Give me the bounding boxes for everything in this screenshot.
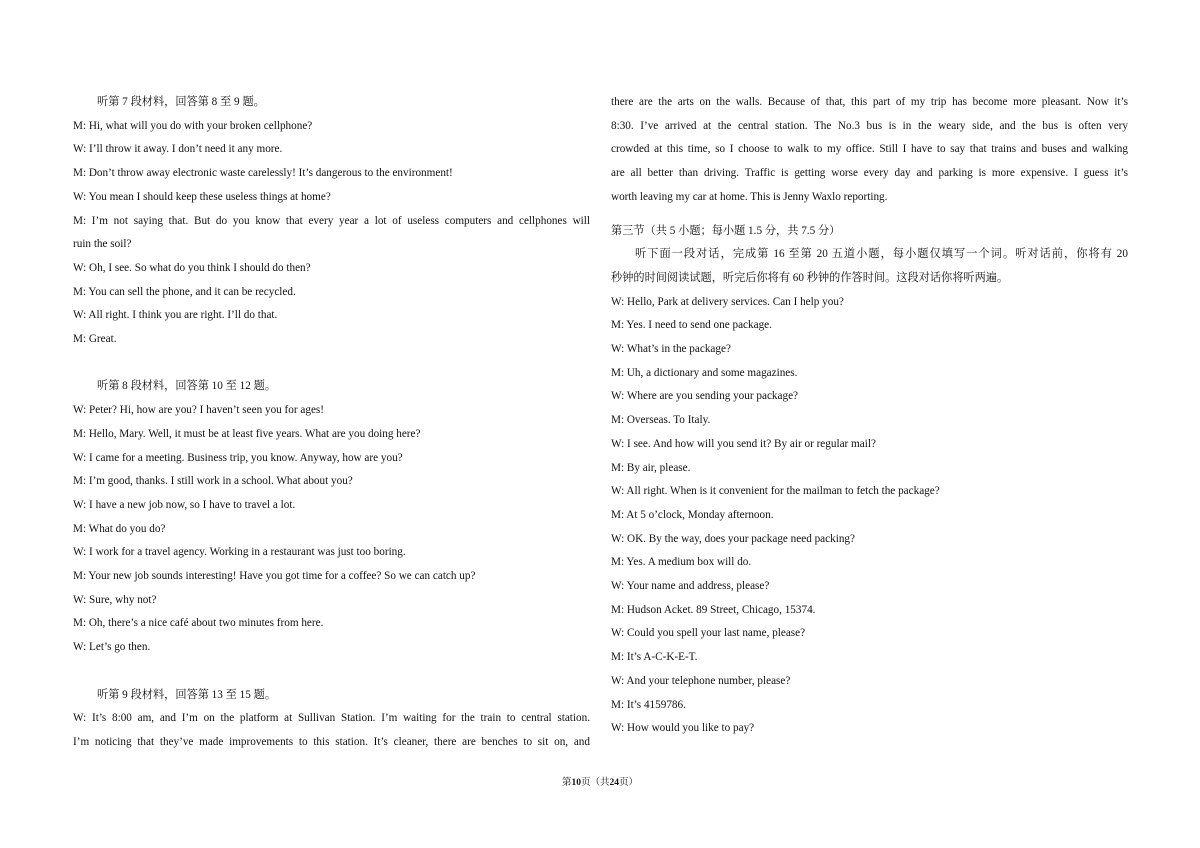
- dialogue-line: M: Hi, what will you do with your broken cellphone?: [73, 119, 313, 132]
- monologue-line: W: It’s 8:00 am, and I’m on the platform at Sullivan Station. I’m waiting for the train to central station.: [73, 712, 590, 725]
- right-column: [611, 91, 1128, 741]
- dialogue-line: W: I work for a travel agency. Working in a restaurant was just too boring.: [73, 546, 406, 559]
- section3-instructions: 听下面一段对话，完成第 16 至第 20 五道小题，每小题仅填写一个词。听对话前，你将有 20: [635, 248, 1128, 261]
- part7-heading: 听第 7 段材料，回答第 8 至 9 题。: [97, 96, 265, 108]
- dialogue-line: M: I’m good, thanks. I still work in a school. What about you?: [73, 475, 353, 488]
- dialogue-line: M: Overseas. To Italy.: [611, 414, 711, 427]
- footer-middle: 页（共: [580, 778, 610, 788]
- dialogue-line: W: How would you like to pay?: [611, 722, 755, 735]
- dialogue-line: M: I’m not saying that. But do you know that every year a lot of useless computers and cellphones will: [73, 214, 590, 227]
- dialogue-line: M: Uh, a dictionary and some magazines.: [611, 366, 798, 379]
- dialogue-line: W: I have a new job now, so I have to travel a lot.: [73, 498, 296, 511]
- dialogue-line: W: All right. When is it convenient for the mailman to fetch the package?: [611, 485, 940, 498]
- total-pages: 24: [609, 778, 619, 788]
- dialogue-line: M: What do you do?: [73, 522, 166, 535]
- monologue-line: are all better than driving. Traffic is getting worse every day and parking is more expensive. I guess it’s: [611, 167, 1128, 180]
- monologue-line: worth leaving my car at home. This is Jenny Waxlo reporting.: [611, 190, 888, 203]
- dialogue-line: M: Yes. A medium box will do.: [611, 556, 752, 569]
- dialogue-line: M: Great.: [73, 333, 117, 346]
- dialogue-line: W: Peter? Hi, how are you? I haven’t seen you for ages!: [73, 404, 325, 417]
- dialogue-line: ruin the soil?: [73, 238, 132, 251]
- monologue-line: I’m noticing that they’ve made improvements to this station. It’s cleaner, there are benches to sit on, and: [73, 735, 590, 748]
- dialogue-line: W: Oh, I see. So what do you think I should do then?: [73, 261, 311, 274]
- dialogue-line: W: Where are you sending your package?: [611, 390, 798, 403]
- page-footer: [0, 774, 1200, 788]
- dialogue-line: W: I came for a meeting. Business trip, you know. Anyway, how are you?: [73, 451, 403, 464]
- monologue-line: 8:30. I’ve arrived at the central station. The No.3 bus is in the weary side, and the bus is often very: [611, 119, 1128, 132]
- dialogue-line: W: And your telephone number, please?: [611, 674, 791, 687]
- dialogue-line: W: Sure, why not?: [73, 593, 157, 606]
- part9-heading: 听第 9 段材料，回答第 13 至 15 题。: [97, 688, 277, 701]
- section3-instructions: 秒钟的时间阅读试题，听完后你将有 60 秒钟的作答时间。这段对话你将听两遍。: [611, 271, 1009, 284]
- dialogue-line: W: You mean I should keep these useless things at home?: [73, 190, 331, 203]
- dialogue-line: W: All right. I think you are right. I’ll do that.: [73, 309, 278, 322]
- dialogue-line: M: Don’t throw away electronic waste carelessly! It’s dangerous to the environment!: [73, 167, 453, 180]
- dialogue-line: W: Let’s go then.: [73, 641, 151, 654]
- dialogue-line: W: I’ll throw it away. I don’t need it any more.: [73, 143, 283, 156]
- dialogue-line: M: Hudson Acket. 89 Street, Chicago, 15374.: [611, 603, 816, 616]
- dialogue-line: M: By air, please.: [611, 461, 691, 474]
- dialogue-line: M: At 5 o’clock, Monday afternoon.: [611, 508, 774, 521]
- dialogue-line: W: Hello, Park at delivery services. Can I help you?: [611, 295, 844, 308]
- dialogue-line: W: What’s in the package?: [611, 343, 731, 356]
- dialogue-line: M: Hello, Mary. Well, it must be at least five years. What are you doing here?: [73, 427, 421, 440]
- page-number: 10: [571, 778, 581, 788]
- dialogue-line: M: You can sell the phone, and it can be recycled.: [73, 285, 296, 298]
- dialogue-line: W: OK. By the way, does your package need packing?: [611, 532, 855, 545]
- dialogue-line: W: Could you spell your last name, please?: [611, 627, 806, 640]
- dialogue-line: M: It’s A-C-K-E-T.: [611, 651, 698, 664]
- dialogue-line: M: Your new job sounds interesting! Have you got time for a coffee? So we can catch up?: [73, 570, 476, 583]
- dialogue-line: M: Oh, there’s a nice café about two minutes from here.: [73, 617, 324, 630]
- footer-prefix: 第: [561, 778, 572, 788]
- section3-heading: 第三节（共 5 小题；每小题 1.5 分，共 7.5 分）: [611, 224, 841, 237]
- footer-suffix: 页）: [619, 778, 639, 788]
- dialogue-line: W: I see. And how will you send it? By air or regular mail?: [611, 437, 876, 450]
- dialogue-line: M: It’s 4159786.: [611, 698, 686, 711]
- dialogue-line: M: Yes. I need to send one package.: [611, 319, 772, 332]
- left-column: [73, 91, 590, 755]
- monologue-line: there are the arts on the walls. Because of that, this part of my trip has become more pleasant. Now it’s: [611, 96, 1128, 108]
- dialogue-line: W: Your name and address, please?: [611, 580, 770, 593]
- monologue-line: crowded at this time, so I choose to walk to my office. Still I have to say that trains and buses and walking: [611, 143, 1128, 156]
- part8-heading: 听第 8 段材料，回答第 10 至 12 题。: [97, 380, 277, 393]
